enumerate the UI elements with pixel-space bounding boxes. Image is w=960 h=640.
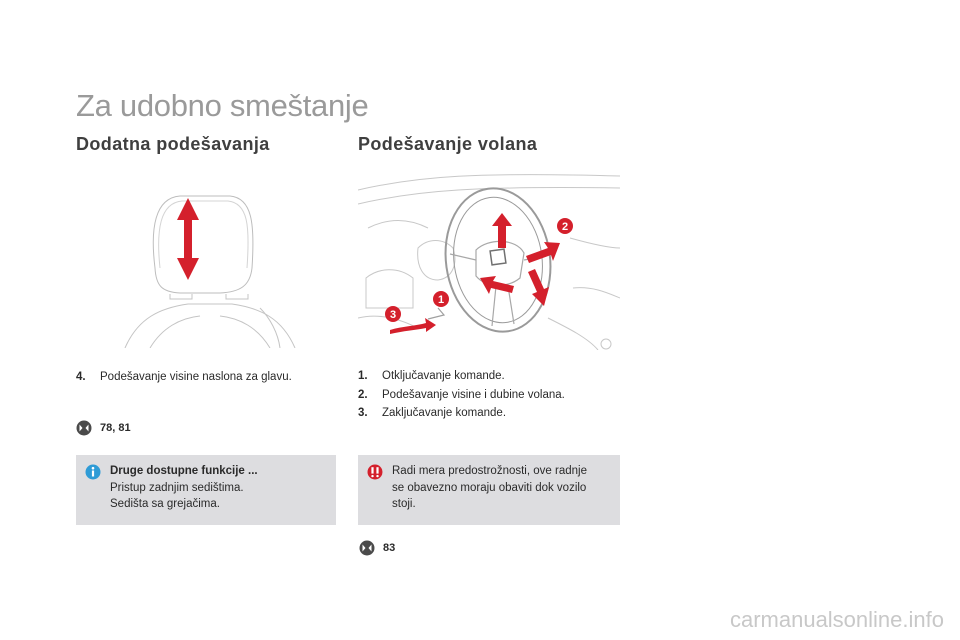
headrest-illustration — [120, 168, 300, 348]
page-reference-text: 78, 81 — [100, 422, 131, 434]
step-item — [358, 386, 565, 405]
step-number: 3. — [358, 407, 368, 419]
page-reference-text: 83 — [383, 542, 396, 554]
warning-box-line: se obavezno moraju obaviti dok vozilo — [392, 481, 587, 494]
info-box — [76, 455, 336, 525]
section-title-additional-settings: Dodatna podešavanja — [76, 134, 270, 154]
step-item — [358, 404, 565, 423]
step-number: 4. — [76, 371, 86, 383]
headrest-steps — [76, 368, 292, 387]
warning-box-line: Radi mera predostrožnosti, ove radnje — [392, 465, 587, 477]
section-title-steering-adjustment: Podešavanje volana — [358, 134, 538, 154]
info-icon — [85, 464, 101, 480]
page-reference-icon — [359, 540, 375, 556]
step-number: 2. — [358, 388, 368, 401]
page-reference-icon — [76, 420, 92, 436]
step-item — [76, 368, 292, 387]
callout-3: 3 — [389, 309, 397, 321]
step-text: Zaključavanje komande. — [382, 407, 507, 419]
step-text: Otključavanje komande. — [382, 370, 505, 382]
steering-steps — [358, 367, 565, 423]
step-text: Podešavanje visine naslona za glavu. — [100, 371, 292, 383]
info-box-line: Pristup zadnjim sedištima. — [110, 481, 244, 494]
callout-2: 2 — [561, 221, 569, 233]
step-text: Podešavanje visine i dubine volana. — [382, 388, 565, 401]
callout-1: 1 — [437, 294, 445, 306]
info-box-heading: Druge dostupne funkcije ... — [110, 465, 258, 477]
page-reference-left[interactable] — [76, 420, 131, 436]
info-box-line: Sedišta sa grejačima. — [110, 498, 220, 510]
steering-wheel-illustration — [358, 168, 620, 350]
warning-icon — [367, 464, 383, 480]
warning-box — [358, 455, 620, 525]
page-reference-right[interactable] — [359, 540, 395, 556]
watermark: carmanualsonline.info — [729, 607, 944, 632]
warning-box-line: stoji. — [392, 498, 416, 510]
step-item — [358, 367, 565, 386]
page-title: Za udobno smeštanje — [76, 88, 369, 123]
step-number: 1. — [358, 370, 368, 382]
